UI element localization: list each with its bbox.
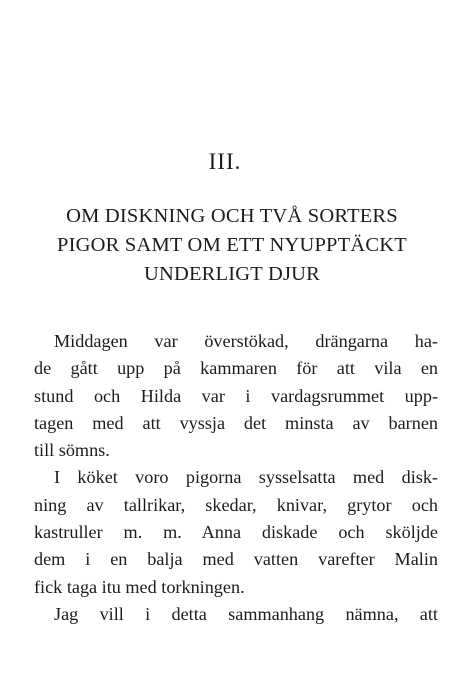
chapter-number: III. [208, 149, 242, 174]
text-line: kastruller m. m. Anna diskade och sköljde [34, 522, 438, 543]
text-line: fick taga itu med torkningen. [34, 576, 245, 597]
text-line: till sömns. [34, 440, 110, 461]
text-line: dem i en balja med vatten varefter Malin [34, 549, 438, 570]
body-text [34, 328, 438, 628]
chapter-title-line: UNDERLIGT DJUR [143, 263, 321, 285]
paragraph [34, 464, 438, 600]
chapter-title-line: OM DISKNING OCH TVÅ SORTERS [66, 205, 398, 227]
text-line: stund och Hilda var i vardagsrummet upp- [34, 385, 438, 406]
text-line: de gått upp på kammaren för att vila en [34, 358, 438, 379]
paragraph [34, 328, 438, 464]
text-line: ning av tallrikar, skedar, knivar, grytor och [34, 494, 438, 515]
text-line: Middagen var överstökad, drängarna ha- [54, 331, 438, 351]
text-line: Jag vill i detta sammanhang nämna, att [54, 603, 438, 624]
chapter-title [22, 202, 442, 289]
chapter-title-line: PIGOR SAMT OM ETT NYUPPTÄCKT [57, 234, 407, 256]
paragraph [34, 601, 438, 628]
text-line: I köket voro pigorna sysselsatta med disk- [54, 467, 438, 488]
text-line: tagen med att vyssja det minsta av barnen [34, 412, 438, 433]
